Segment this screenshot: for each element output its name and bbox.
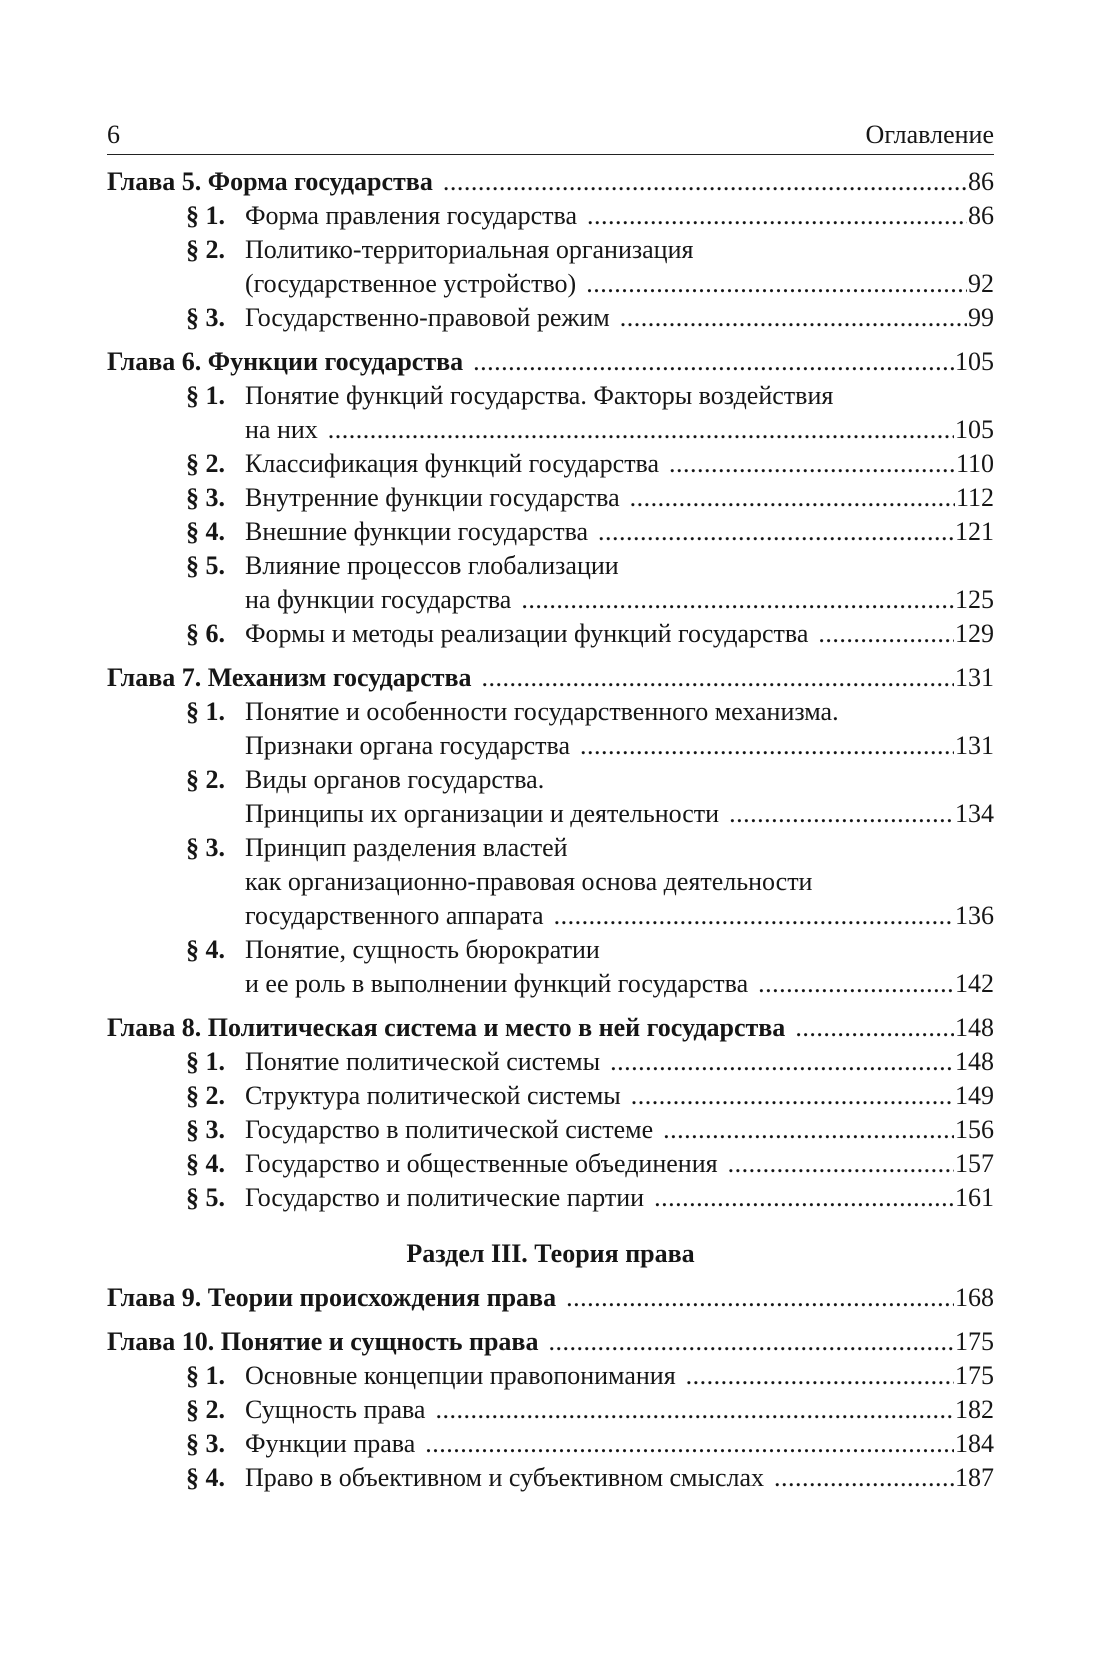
chapter-title: Глава 10. Понятие и сущность права: [107, 1327, 539, 1356]
section-entry-line[interactable]: [107, 301, 994, 335]
dot-leader: [548, 1325, 954, 1359]
section-number: § 1.: [186, 1047, 225, 1076]
section-number: § 6.: [186, 619, 225, 648]
section-entry-line[interactable]: [107, 695, 994, 729]
section-number: § 3.: [186, 303, 225, 332]
chapter-entry[interactable]: [107, 1011, 994, 1045]
section-title: Понятие и особенности государственного механизма.: [245, 697, 839, 726]
section-number: § 2.: [186, 1395, 225, 1424]
dot-leader: [554, 899, 954, 933]
section-title: Структура политической системы: [245, 1081, 621, 1110]
section-title: Понятие, сущность бюрократии: [245, 935, 600, 964]
chapter-page-number: 105: [955, 347, 994, 376]
section-title: государственного аппарата: [245, 901, 544, 930]
dot-leader: [669, 447, 955, 481]
chapter-page-number: 168: [955, 1283, 994, 1312]
document-page: [107, 120, 994, 1495]
section-page-number: 110: [955, 449, 994, 478]
chapter-entry[interactable]: [107, 165, 994, 199]
dot-leader: [654, 1181, 954, 1215]
dot-leader: [587, 199, 967, 233]
section-page-number: 148: [955, 1047, 994, 1076]
section-page-number: 156: [955, 1115, 994, 1144]
dot-leader: [598, 515, 954, 549]
section-entry-line[interactable]: [107, 1461, 994, 1495]
chapter-entry[interactable]: [107, 1281, 994, 1315]
section-title: Принципы их организации и деятельности: [245, 799, 720, 828]
section-number: § 4.: [186, 517, 225, 546]
section-title: Влияние процессов глобализации: [245, 551, 619, 580]
section-title: Принцип разделения властей: [245, 833, 568, 862]
section-title: Классификация функций государства: [245, 449, 660, 478]
section-entry-line[interactable]: [107, 1393, 994, 1427]
chapter-title: Глава 8. Политическая система и место в ней государства: [107, 1013, 786, 1042]
section-number: § 1.: [186, 381, 225, 410]
section-number: § 3.: [186, 483, 225, 512]
toc-chapter: [107, 1325, 994, 1495]
section-title: (государственное устройство): [245, 269, 577, 298]
section-entry-line[interactable]: [107, 379, 994, 413]
section-number: § 3.: [186, 1115, 225, 1144]
toc-chapter: [107, 661, 994, 1001]
chapter-title: Глава 6. Функции государства: [107, 347, 464, 376]
section-number: § 4.: [186, 935, 225, 964]
section-title: Понятие функций государства. Факторы воздействия: [245, 381, 834, 410]
section-entry-line[interactable]: [107, 1147, 994, 1181]
chapter-page-number: 175: [955, 1327, 994, 1356]
chapter-page-number: 148: [955, 1013, 994, 1042]
section-page-number: 121: [955, 517, 994, 546]
dot-leader: [631, 1079, 954, 1113]
dot-leader: [580, 729, 954, 763]
section-page-number: 136: [955, 901, 994, 930]
section-number: § 3.: [186, 833, 225, 862]
section-page-number: 129: [955, 619, 994, 648]
section-entry-line[interactable]: [107, 1359, 994, 1393]
section-entry-line[interactable]: [107, 1181, 994, 1215]
section-number: § 2.: [186, 765, 225, 794]
section-title: Внешние функции государства: [245, 517, 589, 546]
section-page-number: 99: [968, 303, 994, 332]
section-entry-line[interactable]: [107, 763, 994, 797]
section-page-number: 86: [968, 201, 994, 230]
section-title: на функции государства: [245, 585, 512, 614]
dot-leader: [729, 797, 954, 831]
section-entry-line[interactable]: [107, 967, 994, 1001]
section-number: § 3.: [186, 1429, 225, 1458]
dot-leader: [774, 1461, 954, 1495]
dot-leader: [630, 481, 955, 515]
section-entry-line[interactable]: [107, 797, 994, 831]
section-number: § 2.: [186, 449, 225, 478]
dot-leader: [482, 661, 954, 695]
toc-chapter: [107, 165, 994, 335]
section-entry-line[interactable]: [107, 831, 994, 865]
toc-chapter: [107, 1281, 994, 1315]
section-entry-line[interactable]: [107, 413, 994, 447]
section-page-number: 187: [955, 1463, 994, 1492]
section-entry-line[interactable]: [107, 515, 994, 549]
section-entry-line[interactable]: [107, 481, 994, 515]
section-number: § 1.: [186, 201, 225, 230]
dot-leader: [566, 1281, 954, 1315]
section-number: § 5.: [186, 551, 225, 580]
dot-leader: [610, 1045, 954, 1079]
section-page-number: 157: [955, 1149, 994, 1178]
chapter-page-number: 131: [955, 663, 994, 692]
section-title: Признаки органа государства: [245, 731, 570, 760]
section-number: § 4.: [186, 1463, 225, 1492]
section-entry-line[interactable]: [107, 1427, 994, 1461]
dot-leader: [620, 301, 967, 335]
dot-leader: [686, 1359, 954, 1393]
section-number: § 2.: [186, 1081, 225, 1110]
section-title: Форма правления государства: [245, 201, 578, 230]
section-entry-line[interactable]: [107, 583, 994, 617]
section-title: Право в объективном и субъективном смыслах: [245, 1463, 765, 1492]
section-entry-line[interactable]: [107, 1113, 994, 1147]
running-header: [107, 120, 994, 155]
chapter-entry[interactable]: [107, 1325, 994, 1359]
section-title: на них: [245, 415, 318, 444]
section-title: и ее роль в выполнении функций государства: [245, 969, 749, 998]
section-entry-line[interactable]: [107, 1079, 994, 1113]
chapter-entry[interactable]: [107, 661, 994, 695]
section-entry-line[interactable]: [107, 549, 994, 583]
section-entry-line[interactable]: [107, 865, 994, 899]
chapter-title: Глава 7. Механизм государства: [107, 663, 472, 692]
section-page-number: 125: [955, 585, 994, 614]
chapter-title: Глава 9. Теории происхождения права: [107, 1283, 557, 1312]
section-entry-line[interactable]: [107, 1045, 994, 1079]
section-number: § 1.: [186, 697, 225, 726]
dot-leader: [425, 1427, 954, 1461]
section-page-number: 149: [955, 1081, 994, 1110]
section-title: Понятие политической системы: [245, 1047, 601, 1076]
section-title: Виды органов государства.: [245, 765, 545, 794]
dot-leader: [473, 345, 954, 379]
section-entry-line[interactable]: [107, 199, 994, 233]
section-title: Государственно-правовой режим: [245, 303, 610, 332]
section-page-number: 175: [955, 1361, 994, 1390]
part-title: Раздел III. Теория права: [406, 1239, 695, 1268]
section-number: § 5.: [186, 1183, 225, 1212]
toc-chapter: [107, 1011, 994, 1215]
section-entry-line[interactable]: [107, 617, 994, 651]
section-title: Основные концепции правопонимания: [245, 1361, 676, 1390]
running-title: Оглавление: [865, 120, 994, 149]
dot-leader: [521, 583, 954, 617]
page-number: 6: [107, 120, 120, 149]
section-entry-line[interactable]: [107, 447, 994, 481]
dot-leader: [435, 1393, 954, 1427]
dot-leader: [758, 967, 954, 1001]
section-page-number: 184: [955, 1429, 994, 1458]
chapter-title: Глава 5. Форма государства: [107, 167, 433, 196]
section-page-number: 112: [955, 483, 994, 512]
table-of-contents: [107, 165, 994, 1495]
section-number: § 2.: [186, 235, 225, 264]
section-page-number: 182: [955, 1395, 994, 1424]
chapter-page-number: 86: [968, 167, 994, 196]
section-entry-line[interactable]: [107, 729, 994, 763]
section-number: § 4.: [186, 1149, 225, 1178]
dot-leader: [728, 1147, 954, 1181]
section-page-number: 142: [955, 969, 994, 998]
section-number: § 1.: [186, 1361, 225, 1390]
section-title: Государство и общественные объединения: [245, 1149, 718, 1178]
section-title: Государство и политические партии: [245, 1183, 645, 1212]
section-entry-line[interactable]: [107, 233, 994, 267]
dot-leader: [818, 617, 954, 651]
section-title: Политико-территориальная организация: [245, 235, 694, 264]
dot-leader: [795, 1011, 954, 1045]
chapter-entry[interactable]: [107, 345, 994, 379]
section-title: Функции права: [245, 1429, 416, 1458]
dot-leader: [443, 165, 967, 199]
dot-leader: [328, 413, 954, 447]
section-title: Формы и методы реализации функций государства: [245, 619, 809, 648]
section-entry-line[interactable]: [107, 933, 994, 967]
dot-leader: [663, 1113, 954, 1147]
section-page-number: 92: [968, 269, 994, 298]
section-page-number: 134: [955, 799, 994, 828]
section-title: Государство в политической системе: [245, 1115, 654, 1144]
toc-chapter: [107, 345, 994, 651]
dot-leader: [586, 267, 967, 301]
section-entry-line[interactable]: [107, 899, 994, 933]
section-entry-line[interactable]: [107, 267, 994, 301]
section-page-number: 161: [955, 1183, 994, 1212]
section-page-number: 105: [955, 415, 994, 444]
section-title: как организационно-правовая основа деятельности: [245, 867, 813, 896]
section-title: Внутренние функции государства: [245, 483, 620, 512]
section-page-number: 131: [955, 731, 994, 760]
section-title: Сущность права: [245, 1395, 426, 1424]
